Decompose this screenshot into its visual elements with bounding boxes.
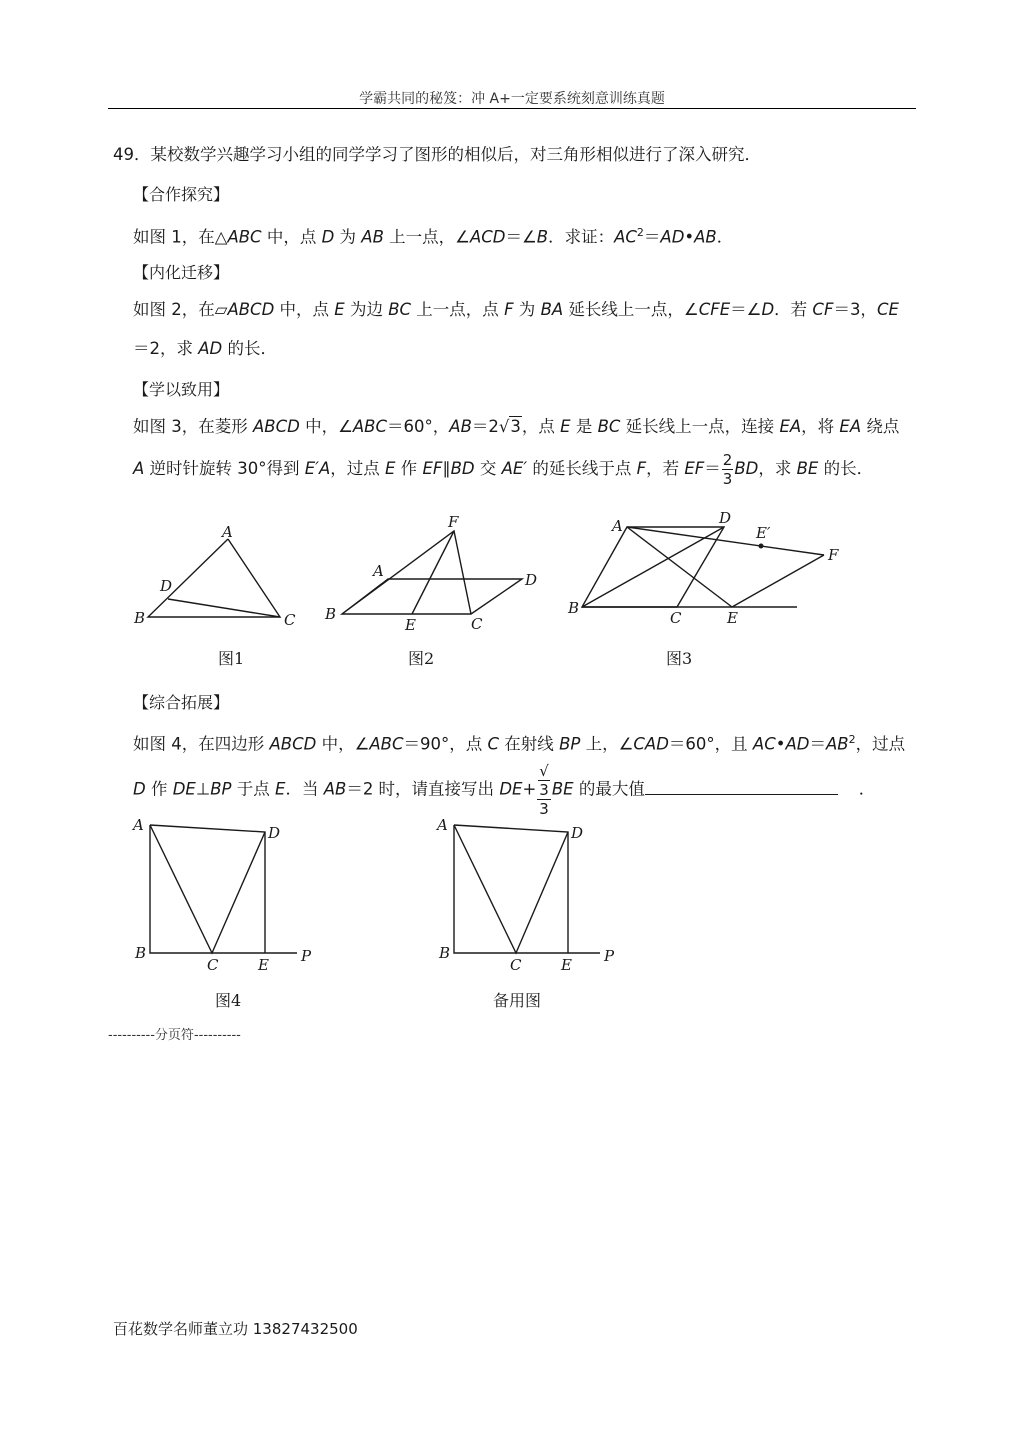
fig4-caption: 图4 [215,991,242,1010]
figure-2 [342,531,522,614]
backup-label-A: A [437,816,448,834]
fig3-label-C: C [670,609,682,627]
fig1-label-D: D [160,577,173,595]
fig3-caption: 图3 [666,649,693,668]
fig3-label-E-prime: E′ [756,524,771,542]
fig2-label-C: C [471,615,483,633]
figures-row-1 [120,505,860,675]
fig4-label-D: D [268,824,281,842]
fig3-label-A: A [612,517,623,535]
fig2-label-B: B [325,605,337,623]
answer-blank[interactable] [645,780,838,795]
page-break-marker: ----------分页符---------- [108,1028,241,1043]
problem-intro: 某校数学兴趣学习小组的同学学习了图形的相似后，对三角形相似进行了深入研究． [150,145,761,164]
fig1-label-C: C [284,611,296,629]
backup-label-C: C [510,956,522,974]
section-extend: 【综合拓展】 [133,693,230,712]
section-transfer: 【内化迁移】 [133,263,230,282]
explore-text: 如图 1，在△ABC 中，点 D 为 AB 上一点，∠ACD＝∠B．求证：$AC^2=AD•AB$． [133,226,734,247]
fig2-label-D: D [525,571,538,589]
fig4-label-A: A [133,816,144,834]
apply-text-1: 如图 3，在菱形 ABCD 中，∠ABC＝60°，AB＝2√3，点 E 是 BC 延长线上一点，连接 EA，将 EA 绕点 [133,417,900,436]
page-break-label: 分页符 [154,1028,194,1043]
apply-text-2: A 逆时针旋转 30°得到 E′A，过点 E 作 EF∥BD 交 AE′ 的延长线于点 F，若 EF＝ $\frac{2}{3}$ BD，求 BE 的长． [133,451,874,488]
section-explore: 【合作探究】 [133,185,230,204]
figures-row-2 [120,808,640,1018]
page-header: 学霸共同的秘笈：冲 A+一定要系统刻意训练真题 [359,91,665,107]
fig4-label-B: B [135,944,147,962]
problem-intro-line [113,144,761,166]
fig3-label-E: E [727,609,738,627]
fig3-point-E-prime [759,544,764,549]
problem-number: 49． [113,145,151,164]
section-apply: 【学以致用】 [133,380,230,399]
figure-backup [454,825,600,953]
figure-4 [150,825,297,953]
extend-text-2: D 作 DE⊥BP 于点 E．当 AB＝2 时，请直接写出 DE+ √ 3 3 BE 的最大值 ． [133,762,876,818]
backup-label-D: D [571,824,584,842]
extend-text-1: 如图 4，在四边形 ABCD 中，∠ABC＝90°，点 C 在射线 BP 上，∠CAD＝60°，且 $AC•AD=AB^2$，过点 [133,733,906,754]
fig4-label-E: E [258,956,269,974]
header-divider [108,108,916,109]
backup-label-P: P [604,947,615,965]
fig3-label-B: B [568,599,580,617]
transfer-text-1: 如图 2，在▱ABCD 中，点 E 为边 BC 上一点，点 F 为 BA 延长线上一点，∠CFE＝∠D．若 CF＝3，CE [133,300,899,319]
fig3-label-F: F [828,546,839,564]
transfer-text-2: ＝2，求 AD 的长． [133,339,277,358]
fig1-caption: 图1 [218,649,245,668]
backup-label-B: B [439,944,451,962]
backup-label-E: E [561,956,572,974]
fig3-label-D: D [719,509,732,527]
page-footer: 百花数学名师董立功 13827432500 [113,1320,358,1338]
fig2-label-F: F [448,513,459,531]
figure-3 [582,527,824,607]
fig1-label-B: B [134,609,146,627]
fig2-label-A: A [373,562,384,580]
backup-caption: 备用图 [493,991,542,1010]
fig4-label-C: C [207,956,219,974]
fig2-caption: 图2 [408,649,435,668]
fig1-label-A: A [222,523,233,541]
fig4-label-P: P [301,947,312,965]
fig2-label-E: E [405,616,416,634]
